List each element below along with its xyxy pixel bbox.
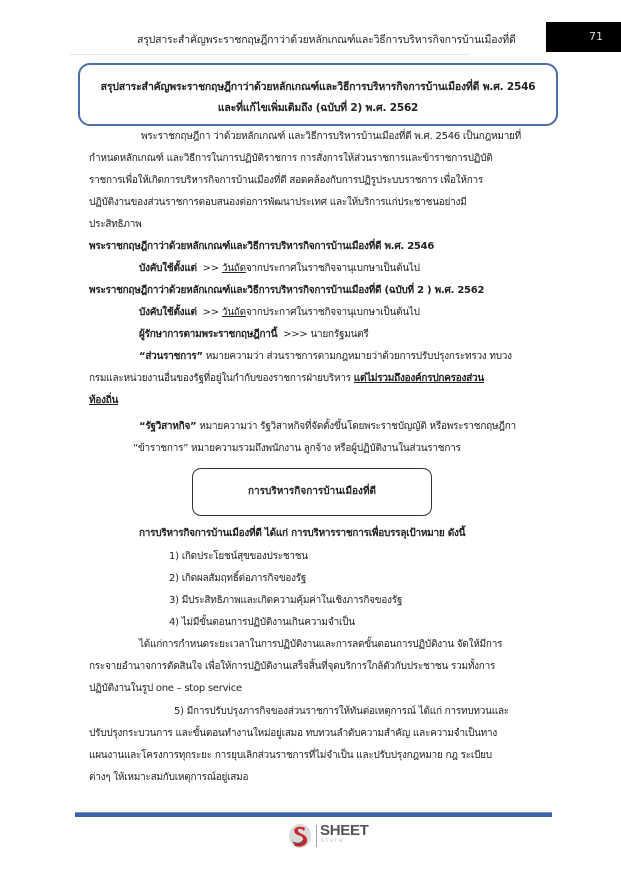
page-number-box xyxy=(546,22,621,52)
document-title-line-2: และที่แก้ไขเพิ่มเติมถึง (ฉบับที่ 2) พ.ศ. 2562 xyxy=(217,102,419,114)
intro-line: ประสิทธิภาพ xyxy=(89,219,142,230)
enforcer-label: ผู้รักษาการตามพระราชกฤษฎีกานี้ xyxy=(139,329,278,340)
item5-line: ปรับปรุงกระบวนการ และขั้นตอนทำงานใหม่อยู่เสมอ ทบทวนลำดับความสำคัญ และความจำเป็นทาง xyxy=(89,728,498,739)
section-heading: การบริหารกิจการบ้านเมืองที่ดี xyxy=(247,486,377,497)
arrow: >> xyxy=(202,307,219,318)
definition-text: กรมและหน่วยงานอื่นของรัฐที่อยู่ในกำกับของราชการฝ่ายบริหาร xyxy=(89,373,354,384)
list-item: 3) มีประสิทธิภาพและเกิดความคุ้มค่าในเชิงภารกิจของรัฐ xyxy=(169,595,403,606)
running-title: สรุปสาระสำคัญพระราชกฤษฎีกาว่าด้วยหลักเกณฑ์และวิธีการบริหารกิจการบ้านเมืองที่ดี xyxy=(137,34,516,46)
decree-2562-title: พระราชกฤษฎีกาว่าด้วยหลักเกณฑ์และวิธีการบริหารกิจการบ้านเมืองที่ดี (ฉบับที่ 2 ) พ.ศ. 2562 xyxy=(89,285,485,296)
enforcer-value: นายกรัฐมนตรี xyxy=(310,329,369,340)
intro-line: ปฏิบัติงานของส่วนราชการตอบสนองต่อการพัฒนาประเทศ และให้บริการแก่ประชาชนอย่างมี xyxy=(89,197,467,208)
definition-term: “รัฐวิสาหกิจ” xyxy=(139,421,197,432)
logo-divider xyxy=(316,825,317,847)
intro-line: ราชการเพื่อให้เกิดการบริหารกิจการบ้านเมืองที่ดี สอดคล้องกับการปฏิรูประบบราชการ เพื่อให้การ xyxy=(89,175,484,186)
list-item-5: 5) มีการปรับปรุงภารกิจของส่วนราชการให้ทันต่อเหตุการณ์ ได้แก่ การทบทวนและ xyxy=(174,706,509,717)
footer-divider xyxy=(75,812,552,817)
definition-term: “ส่วนราชการ” xyxy=(139,351,203,362)
list-item: 1) เกิดประโยชน์สุขของประชาชน xyxy=(169,551,308,562)
decree-2546-effective xyxy=(139,258,420,280)
item4-detail-line: ปฏิบัติงานในรูป one – stop service xyxy=(89,683,242,694)
effective-rest: จากประกาศในราชกิจจานุเบกษาเป็นต้นไป xyxy=(245,263,420,274)
section-lead: การบริหารกิจการบ้านเมืองที่ดี ได้แก่ การบริหารราชการเพื่อบรรลุเป้าหมาย ดังนี้ xyxy=(139,528,466,539)
definition-text: หมายความว่า ส่วนราชการตามกฎหมายว่าด้วยการปรับปรุงกระทรวง ทบวง xyxy=(202,351,512,362)
item5-line: แผนงานและโครงการทุกระยะ การยุบเลิกส่วนราชการที่ไม่จำเป็น และปรับปรุงกฎหมาย กฎ ระเบียบ xyxy=(89,750,492,761)
effective-label: บังคับใช้ตั้งแต่ xyxy=(139,263,197,274)
item4-detail-line: ได้แก่การกำหนดระยะเวลาในการปฏิบัติงานและการลดขั้นตอนการปฏิบัติงาน จัดให้มีการ xyxy=(139,639,503,650)
definition-agency-line-1 xyxy=(139,346,512,368)
definition-official: “ข้าราชการ” หมายความรวมถึงพนักงาน ลูกจ้าง หรือผู้ปฏิบัติงานในส่วนราชการ xyxy=(133,443,461,454)
sheet-store-logo xyxy=(288,823,388,851)
definition-agency-line-2 xyxy=(89,368,484,390)
list-item: 4) ไม่มีขั้นตอนการปฏิบัติงานเกินความจำเป็น xyxy=(169,617,355,628)
definition-text: หมายความว่า รัฐวิสาหกิจที่จัดตั้งขึ้นโดยพระราชบัญญัติ หรือพระราชกฤษฎีกา xyxy=(196,421,516,432)
effective-underlined: วันถัด xyxy=(221,263,246,274)
document-title-line-1: สรุปสาระสำคัญพระราชกฤษฎีกาว่าด้วยหลักเกณฑ์และวิธีการบริหารกิจการบ้านเมืองที่ดี พ.ศ. 2546 xyxy=(100,81,536,93)
intro-line: กำหนดหลักเกณฑ์ และวิธีการในการปฏิบัติราชการ การสั่งการให้ส่วนราชการและข้าราชการปฏิบัติ xyxy=(89,153,493,164)
arrow: >> xyxy=(202,263,219,274)
definition-exclusion-cont: ท้องถิ่น xyxy=(89,395,119,406)
enforcer-arrow: >>> xyxy=(283,329,308,340)
header-divider xyxy=(70,54,470,55)
item4-detail-line: กระจายอำนาจการตัดสินใจ เพื่อให้การปฏิบัติงานเสร็จสิ้นที่จุดบริการใกล้ตัวกับประชาชน รวมทั้งการ xyxy=(89,661,496,672)
logo-subtext: store xyxy=(321,838,345,844)
decree-2562-enforcer xyxy=(139,324,369,346)
decree-2546-title: พระราชกฤษฎีกาว่าด้วยหลักเกณฑ์และวิธีการบริหารกิจการบ้านเมืองที่ดี พ.ศ. 2546 xyxy=(89,241,435,252)
logo-text: SHEET xyxy=(320,822,369,839)
s-logo-icon xyxy=(288,823,312,849)
effective-underlined: วันถัด xyxy=(221,307,246,318)
item5-line: ต่างๆ ให้เหมาะสมกับเหตุการณ์อยู่เสมอ xyxy=(89,772,249,783)
page-number: 71 xyxy=(589,30,603,43)
intro-line: พระราชกฤษฎีกา ว่าด้วยหลักเกณฑ์ และวิธีการบริหารบ้านเมืองที่ดี พ.ศ. 2546 เป็นกฎหมายที่ xyxy=(141,131,522,142)
definition-exclusion: แต่ไม่รวมถึงองค์กรปกครองส่วน xyxy=(353,373,484,384)
list-item: 2) เกิดผลสัมฤทธิ์ต่อภารกิจของรัฐ xyxy=(169,573,307,584)
document-title-box xyxy=(78,63,558,126)
decree-2562-effective xyxy=(139,302,420,324)
effective-label: บังคับใช้ตั้งแต่ xyxy=(139,307,197,318)
page-header xyxy=(0,0,621,56)
effective-rest: จากประกาศในราชกิจจานุเบกษาเป็นต้นไป xyxy=(245,307,420,318)
section-heading-box xyxy=(192,468,432,516)
definition-soe xyxy=(139,416,516,438)
